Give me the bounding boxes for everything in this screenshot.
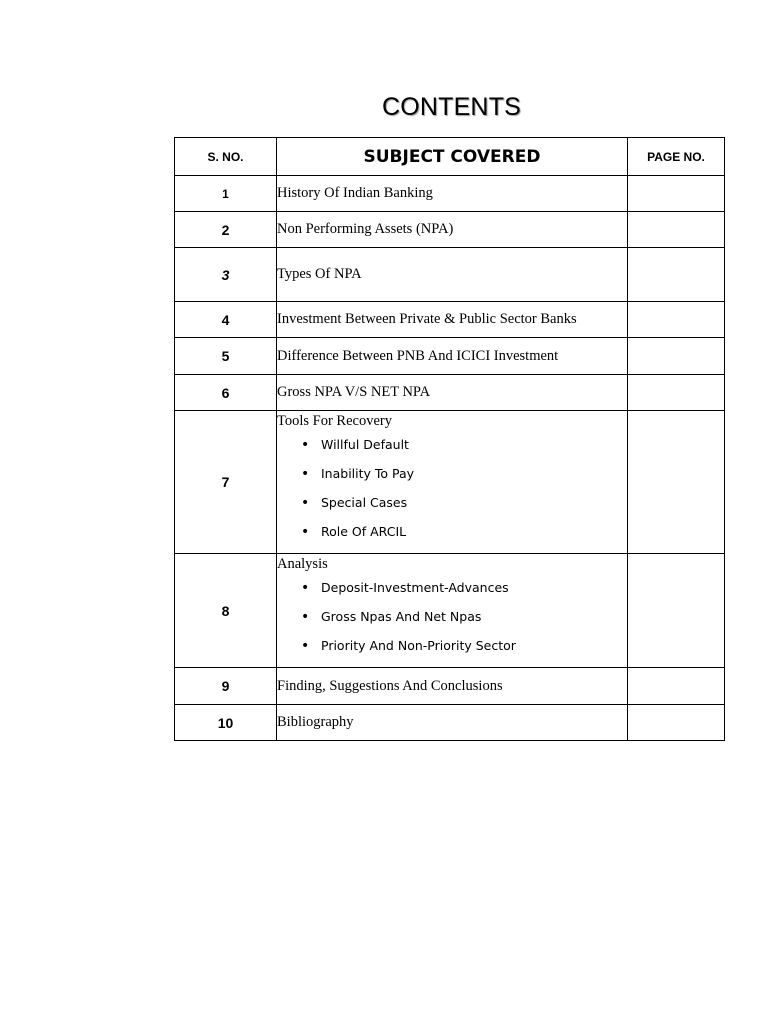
table-row bbox=[175, 375, 725, 411]
subtopic-item: • Special Cases bbox=[321, 494, 627, 523]
row-page bbox=[628, 705, 725, 741]
table-row bbox=[175, 176, 725, 212]
sno-header: S. NO. bbox=[175, 138, 277, 176]
row-subject-cell bbox=[277, 411, 628, 554]
table-row bbox=[175, 554, 725, 668]
row-subject-cell bbox=[277, 554, 628, 668]
row-number: 5 bbox=[175, 338, 277, 375]
row-number: 4 bbox=[175, 302, 277, 338]
subtopic-item: • Willful Default bbox=[321, 436, 627, 465]
row-number: 1 bbox=[175, 176, 277, 212]
row-page bbox=[628, 554, 725, 668]
subtopic-item: • Inability To Pay bbox=[321, 465, 627, 494]
page-header: PAGE NO. bbox=[628, 138, 725, 176]
subtopic-item: • Role Of ARCIL bbox=[321, 523, 627, 552]
table-row bbox=[175, 302, 725, 338]
subject-header: SUBJECT COVERED bbox=[277, 138, 628, 176]
header-row bbox=[175, 138, 725, 176]
row-page bbox=[628, 248, 725, 302]
subtopic-item: • Priority And Non-Priority Sector bbox=[321, 637, 627, 666]
subtopic-list bbox=[277, 579, 627, 666]
row-number: 8 bbox=[175, 554, 277, 668]
subtopic-item: • Gross Npas And Net Npas bbox=[321, 608, 627, 637]
row-page bbox=[628, 212, 725, 248]
row-number: 6 bbox=[175, 375, 277, 411]
row-page bbox=[628, 338, 725, 375]
contents-table bbox=[174, 137, 725, 741]
row-subject: Types Of NPA bbox=[277, 248, 628, 302]
table-row bbox=[175, 212, 725, 248]
page-title: CONTENTS bbox=[381, 93, 522, 121]
subtopic-item: • Deposit-Investment-Advances bbox=[321, 579, 627, 608]
table-row bbox=[175, 338, 725, 375]
table-row bbox=[175, 411, 725, 554]
row-number: 3 bbox=[175, 248, 277, 302]
subtopic-list bbox=[277, 436, 627, 552]
row-subject: Finding, Suggestions And Conclusions bbox=[277, 668, 628, 705]
row-subject: Investment Between Private & Public Sector Banks bbox=[277, 302, 628, 338]
row-subject: Bibliography bbox=[277, 705, 628, 741]
row-subject: Tools For Recovery bbox=[277, 412, 392, 429]
table-row bbox=[175, 668, 725, 705]
table-row bbox=[175, 248, 725, 302]
table-row bbox=[175, 705, 725, 741]
row-page bbox=[628, 668, 725, 705]
row-number: 2 bbox=[175, 212, 277, 248]
row-subject: History Of Indian Banking bbox=[277, 176, 628, 212]
row-number: 10 bbox=[175, 705, 277, 741]
row-subject: Gross NPA V/S NET NPA bbox=[277, 375, 628, 411]
row-subject: Difference Between PNB And ICICI Investment bbox=[277, 338, 628, 375]
row-page bbox=[628, 302, 725, 338]
row-page bbox=[628, 411, 725, 554]
row-subject: Non Performing Assets (NPA) bbox=[277, 212, 628, 248]
row-page bbox=[628, 176, 725, 212]
row-number: 9 bbox=[175, 668, 277, 705]
row-number: 7 bbox=[175, 411, 277, 554]
row-page bbox=[628, 375, 725, 411]
row-subject: Analysis bbox=[277, 555, 328, 572]
